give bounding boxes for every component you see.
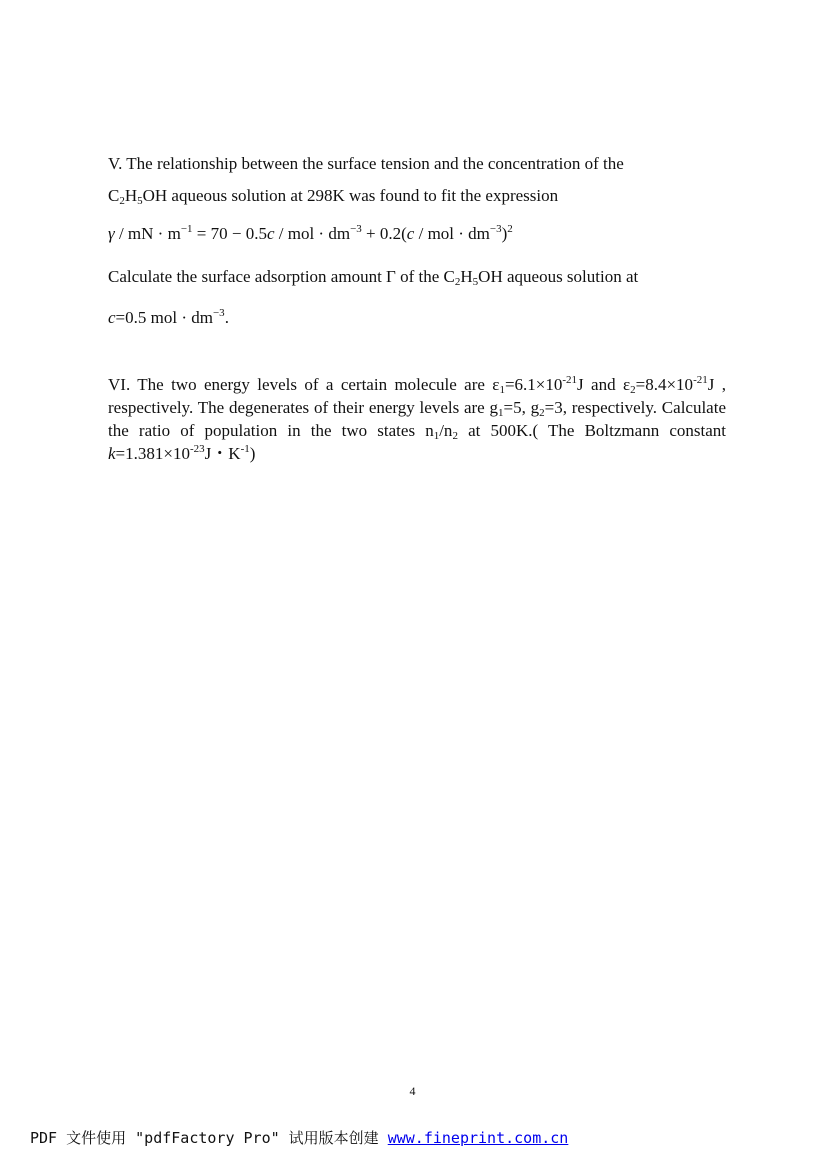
text-run: J・K bbox=[204, 444, 241, 463]
subscript: 5 bbox=[472, 276, 479, 288]
gamma-symbol: γ bbox=[108, 224, 115, 243]
footer-text: PDF 文件使用 "pdfFactory Pro" 试用版本创建 bbox=[30, 1129, 388, 1147]
pdf-footer bbox=[30, 1127, 568, 1148]
text-run: /n bbox=[439, 421, 453, 440]
page-number: 4 bbox=[409, 1084, 416, 1098]
exponent: -23 bbox=[189, 443, 205, 455]
formula-part: ) bbox=[501, 224, 508, 243]
text-run: OH aqueous solution at 298K was found to fit the expression bbox=[142, 186, 559, 205]
exponent: −1 bbox=[180, 223, 193, 235]
text-run: H bbox=[124, 186, 138, 205]
formula-part: / mol · dm bbox=[414, 224, 490, 243]
text-run: ) bbox=[249, 444, 256, 463]
text-run: =0.5 mol · dm bbox=[115, 308, 213, 327]
text-run: at 500K.( The Boltzmann constant bbox=[457, 421, 726, 440]
subscript: 2 bbox=[539, 407, 545, 419]
text-run: J and ε bbox=[577, 375, 631, 394]
subscript: 1 bbox=[499, 384, 505, 396]
surface-tension-formula bbox=[108, 224, 513, 244]
text-run: =8.4×10 bbox=[635, 375, 694, 394]
subscript: 2 bbox=[119, 195, 125, 207]
exponent: −3 bbox=[212, 307, 225, 319]
exponent: −3 bbox=[350, 223, 362, 235]
exponent: −3 bbox=[489, 223, 502, 235]
subscript: 2 bbox=[454, 276, 461, 288]
text-run: C bbox=[108, 186, 120, 205]
text-run: =5, g bbox=[503, 398, 540, 417]
question-6-paragraph bbox=[108, 373, 726, 465]
formula-part: / mN · m bbox=[114, 224, 181, 243]
exponent: -1 bbox=[240, 443, 250, 455]
question-5-line-2 bbox=[108, 184, 726, 208]
subscript: 1 bbox=[498, 407, 504, 419]
text-run: H bbox=[460, 267, 473, 286]
text-run: =1.381×10 bbox=[115, 444, 190, 463]
question-5-line-5 bbox=[108, 306, 726, 330]
fineprint-link[interactable]: www.fineprint.com.cn bbox=[387, 1129, 569, 1147]
subscript: 1 bbox=[433, 430, 440, 442]
concentration-symbol: c bbox=[406, 224, 415, 243]
question-5-intro: V. The relationship between the surface tension and the concentration of the bbox=[108, 154, 624, 173]
concentration-symbol: c bbox=[266, 224, 275, 243]
text-run: . bbox=[224, 308, 229, 327]
subscript: 5 bbox=[137, 195, 143, 207]
exponent: -21 bbox=[562, 374, 578, 386]
formula-part: / mol · dm bbox=[274, 224, 351, 243]
exponent: -21 bbox=[693, 374, 708, 386]
concentration-symbol: c bbox=[108, 308, 116, 327]
exponent: 2 bbox=[507, 223, 513, 235]
subscript: 2 bbox=[630, 384, 636, 396]
question-5-line-1 bbox=[108, 152, 726, 176]
text-run: J , respectively. The degenerates of their energy levels are g bbox=[108, 375, 726, 417]
text-run: =6.1×10 bbox=[504, 375, 563, 394]
text-run: Calculate the surface adsorption amount Γ of the C bbox=[108, 267, 455, 286]
formula-part: = 70 − 0.5 bbox=[192, 224, 267, 243]
subscript: 2 bbox=[452, 430, 458, 442]
question-5-line-4 bbox=[108, 265, 726, 289]
text-run: OH aqueous solution at bbox=[478, 267, 639, 286]
text-run: VI. The two energy levels of a certain molecule are ε bbox=[108, 375, 500, 394]
text-run: =3, respectively. Calculate the ratio of population in the two states n bbox=[108, 398, 726, 440]
boltzmann-symbol: k bbox=[108, 444, 116, 463]
formula-part: + 0.2( bbox=[361, 224, 407, 243]
